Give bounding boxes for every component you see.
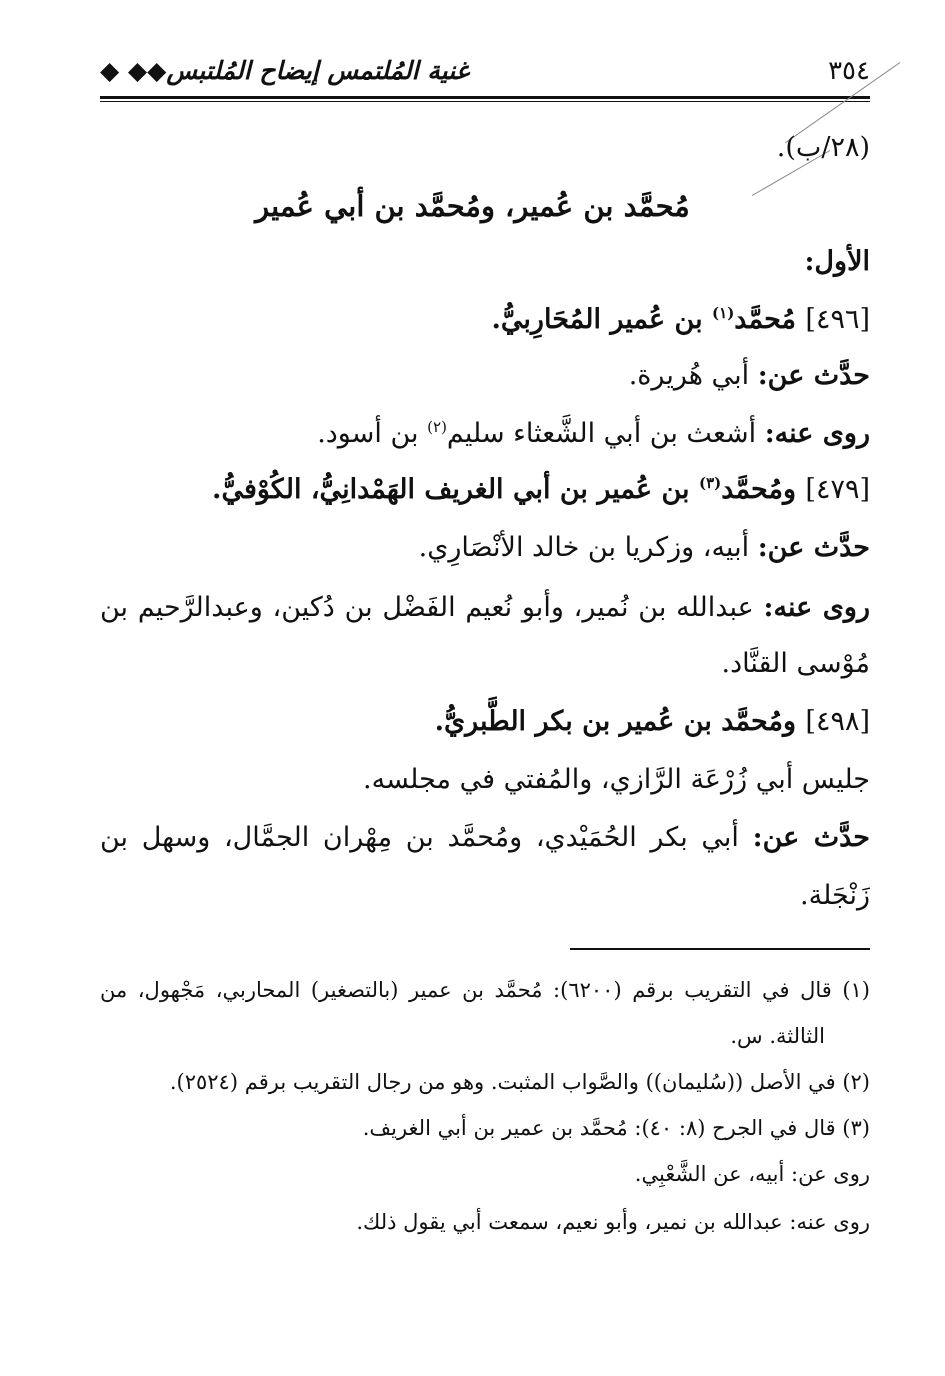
first-label: الأول: bbox=[804, 246, 870, 277]
entry-name: مُحمَّد bbox=[734, 304, 796, 335]
footnote-mark: (١) bbox=[712, 304, 735, 322]
entry-479-from bbox=[100, 528, 870, 568]
page-number: ٣٥٤ bbox=[828, 56, 870, 86]
footnote-3-cont-2: روى عنه: عبدالله بن نمير، وأبو نعيم، سمعت أبي يقول ذلك. bbox=[356, 1210, 870, 1234]
hadith-from-label: حدَّث عن: bbox=[752, 822, 870, 853]
entry-496-heading bbox=[100, 300, 870, 340]
footnote-separator bbox=[570, 948, 870, 950]
narrated-by-text: عبدالله بن نُمير، وأبو نُعيم الفَضْل بن دُكين، وعبدالرَّحيم بن bbox=[100, 592, 754, 623]
header-rule-thin bbox=[100, 101, 870, 102]
footnote-mark: (٣) bbox=[698, 474, 722, 492]
footnote-3-cont-1: روى عن: أبيه، عن الشَّعْبِي. bbox=[634, 1162, 870, 1186]
entry-name-rest: بن عُمير المُحَارِبيُّ. bbox=[491, 304, 703, 335]
entry-496-from bbox=[100, 356, 870, 396]
page-header bbox=[100, 50, 870, 94]
footnote-mark: (٢) bbox=[427, 418, 447, 436]
hadith-from-label: حدَّث عن: bbox=[757, 532, 870, 563]
folio-reference bbox=[100, 128, 870, 168]
narrated-by-label: روى عنه: bbox=[764, 418, 870, 449]
hadith-from-label: حدَّث عن: bbox=[757, 360, 870, 391]
folio-ref-text: (٢٨/ب). bbox=[776, 132, 870, 163]
section-title: مُحمَّد بن عُمير، ومُحمَّد بن أبي عُمير bbox=[255, 189, 690, 223]
running-title: غنية المُلتمس إيضاح المُلتبس◆◆ ◆ bbox=[100, 56, 469, 85]
entry-name: ومُحمَّد بن عُمير بن بكر الطَّبريُّ. bbox=[434, 706, 796, 737]
hadith-from-text: أبيه، وزكريا بن خالد الأنْصَارِي. bbox=[418, 532, 750, 563]
entry-name: ومُحمَّد bbox=[721, 474, 796, 505]
footnote-1: (١) قال في التقريب برقم (٦٢٠٠): مُحمَّد بن عمير (بالتصغير) المحاربي، مَجْهول، من bbox=[100, 978, 870, 1002]
footnote-2: (٢) في الأصل ((سُليمان)) والصَّواب المثبت. وهو من رجال التقريب برقم (٢٥٢٤). bbox=[169, 1070, 870, 1094]
entry-number: [٤٩٨] bbox=[805, 706, 870, 737]
entry-479-narrators bbox=[100, 588, 870, 628]
entry-498-heading bbox=[100, 702, 870, 742]
entry-number: [٤٧٩] bbox=[805, 474, 870, 505]
entry-479-narrators-cont: مُوْسى القنَّاد. bbox=[721, 648, 870, 679]
entry-479-heading bbox=[100, 470, 870, 510]
narrated-by-text-rest: بن أسود. bbox=[317, 418, 419, 449]
header-rule bbox=[100, 96, 870, 99]
entry-498-description: جليس أبي زُرْعَة الرَّازي، والمُفتي في مجلسه. bbox=[363, 764, 870, 795]
entry-498-from bbox=[100, 818, 870, 858]
entry-498-from-cont: زَنْجَلة. bbox=[800, 880, 870, 911]
narrated-by-label: روى عنه: bbox=[763, 592, 870, 623]
hadith-from-text: أبي بكر الحُمَيْدي، ومُحمَّد بن مِهْران الجمَّال، وسهل بن bbox=[100, 822, 739, 853]
footnote-1-cont: الثالثة. س. bbox=[730, 1024, 825, 1048]
entry-number: [٤٩٦] bbox=[805, 304, 870, 335]
entry-name-rest: بن عُمير بن أبي الغريف الهَمْدانِيُّ، الكُوْفيُّ. bbox=[212, 474, 690, 505]
narrated-by-text: أشعث بن أبي الشَّعثاء سليم bbox=[446, 418, 757, 449]
footnote-3: (٣) قال في الجرح (٨: ٤٠): مُحمَّد بن عمير بن أبي الغريف. bbox=[362, 1116, 870, 1140]
entry-496-narrators bbox=[100, 414, 870, 454]
hadith-from-text: أبي هُريرة. bbox=[628, 360, 750, 391]
